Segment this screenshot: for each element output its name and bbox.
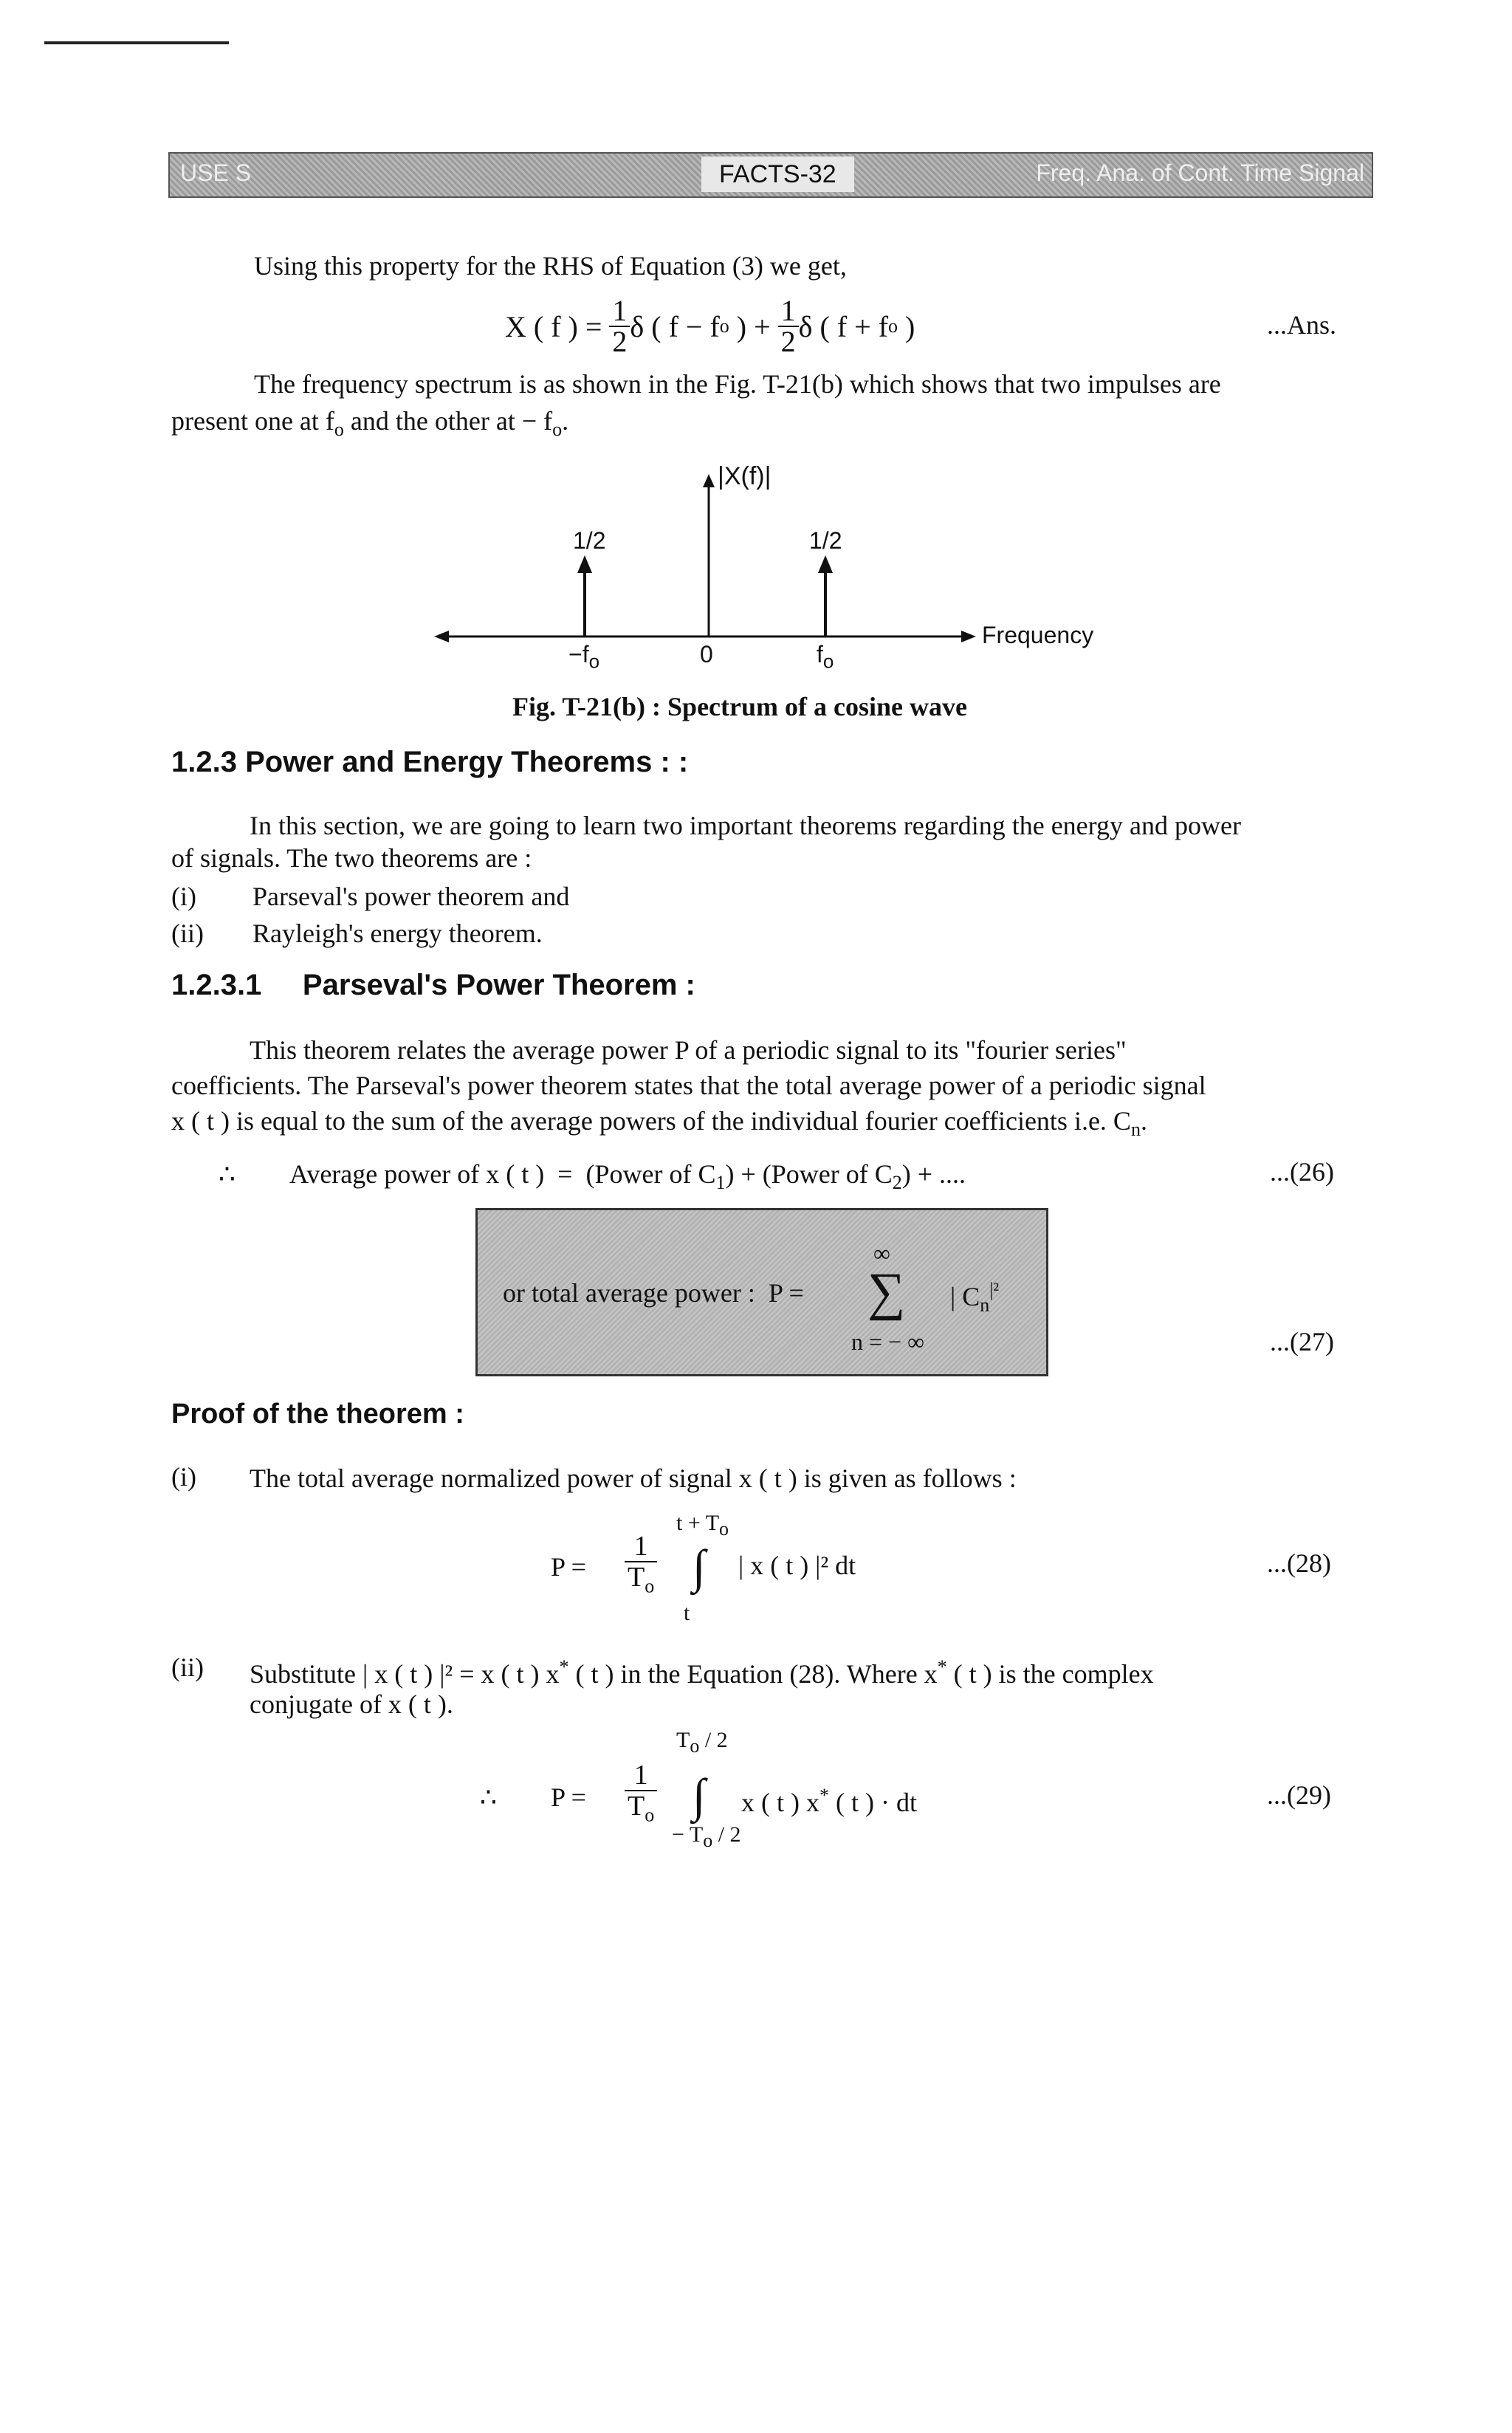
eq-term1: δ ( f − f [630,309,720,343]
spectrum-figure [413,458,1122,694]
proof-step-number-1: (i) [171,1462,196,1492]
proof-step-text-2-line2: conjugate of x ( t ). [250,1689,453,1719]
axis-right-arrowhead [961,631,976,642]
sum-lower-limit: n = − ∞ [851,1328,924,1355]
equation-number-27: ...(27) [1270,1327,1334,1356]
eq28-lower-limit: t [684,1601,690,1625]
sum-term: | $C_n^{|^2}$ [950,1279,1000,1317]
list-item-number-1: (i) [171,882,196,911]
proof-step-text-2: Substitute | x ( t ) |² = x ( t ) x* ( t ) in the Equation (28). Where x* ( t ) is the complex [250,1656,1154,1689]
impulse-left-label: 1/2 [573,527,606,554]
magnitude-axis-arrowhead [703,474,715,487]
section-heading-1-2-3: 1.2.3 Power and Energy Theorems : : [171,746,689,778]
section-123-para-line1: In this section, we are going to learn two important theorems regarding the energy and power [250,811,1241,840]
therefore-symbol-26: ∴ [219,1159,236,1189]
eq29-upper-limit: $T_o / 2$ [676,1728,728,1757]
header-left-text: USE S [180,159,252,186]
impulse-right-arrowhead [818,555,833,573]
integral-symbol-28: ∫ [693,1540,706,1593]
eq28-integrand: | x ( t ) |² dt [738,1551,856,1580]
spectrum-para-line1: The frequency spectrum is as shown in the Fig. T-21(b) which shows that two impulses are [254,369,1221,399]
eq-fraction-2: $\frac{1}{2}$ [778,296,799,357]
list-item-number-2: (ii) [171,919,204,948]
eq29-lower-limit: − $T_o / 2$ [672,1822,741,1851]
axis-left-arrowhead [434,631,449,642]
section-heading-1-2-3-1: 1.2.3.1 Parseval's Power Theorem : [171,969,695,1001]
spectrum-para-line2: present one at $f_o$ and the other at − $f_o$. [171,406,569,441]
intro-line: Using this property for the RHS of Equation (3) we get, [254,251,847,281]
therefore-symbol-29: ∴ [480,1782,497,1812]
header-page-label: FACTS-32 [701,157,854,192]
top-rule [44,41,229,44]
impulse-left-arrowhead [577,555,592,573]
eq28-lhs: P = [551,1552,586,1582]
running-header [168,152,1373,198]
equation-number-29: ...(29) [1267,1780,1331,1810]
eq28-upper-limit: $t + T_o$ [676,1511,729,1540]
proof-step-number-2: (ii) [171,1653,204,1682]
parseval-para-line2: coefficients. The Parseval's power theorem states that the total average power of a periodic signal [171,1071,1206,1100]
eq-fraction-1: $\frac{1}{2}$ [609,296,630,357]
proof-heading: Proof of the theorem : [171,1399,464,1430]
sum-upper-limit: ∞ [873,1240,890,1266]
section-123-para-line2: of signals. The two theorems are : [171,843,532,873]
eq-term2: δ ( f + f [798,309,889,343]
equation-26: Average power of x ( t ) = (Power of $C_1$) + (Power of $C_2$) + .... [289,1159,966,1194]
tick-fo: $f_o$ [817,641,834,673]
tick-zero: 0 [700,641,713,668]
box-label: or total average power : P = [503,1278,804,1308]
tick-minus-fo: $-f_o$ [568,641,600,673]
summation-symbol: ∑ [867,1262,906,1321]
header-chapter-title: Freq. Ana. of Cont. Time Signal [1036,159,1364,186]
equation-number-28: ...(28) [1267,1548,1331,1578]
equation-number-26: ...(26) [1270,1157,1334,1187]
answer-marker: ...Ans. [1267,310,1337,340]
equation-xf: X ( f ) = $\frac{1}{2}$ δ ( f − f o ) + $\frac{1}{2}$ δ ( f + f o ) [505,294,915,358]
integral-symbol-29: ∫ [693,1769,706,1822]
parseval-para-line1: This theorem relates the average power P of a periodic signal to its "fourier series" [250,1035,1127,1065]
magnitude-axis-label: |X(f)| [718,462,772,490]
parseval-para-line3: x ( t ) is equal to the sum of the average powers of the individual fourier coefficients i.e. $C_n$. [171,1106,1147,1141]
frequency-axis-label: Frequency [982,622,1094,648]
eq-lhs: X ( f ) = [505,309,602,343]
parseval-result-box [475,1208,1048,1376]
eq29-lhs: P = [551,1782,586,1812]
eq28-fraction: $\frac{1}{T_o}$ [625,1531,657,1602]
eq29-integrand: x ( t ) x* ( t ) · dt [741,1785,917,1817]
eq29-fraction: $\frac{1}{T_o}$ [625,1760,657,1830]
figure-caption: Fig. T-21(b) : Spectrum of a cosine wave [512,692,967,721]
impulse-right-label: 1/2 [809,527,842,554]
proof-step-text-1: The total average normalized power of signal x ( t ) is given as follows : [250,1463,1017,1493]
list-item-text-2: Rayleigh's energy theorem. [252,919,543,948]
list-item-text-1: Parseval's power theorem and [252,882,570,911]
